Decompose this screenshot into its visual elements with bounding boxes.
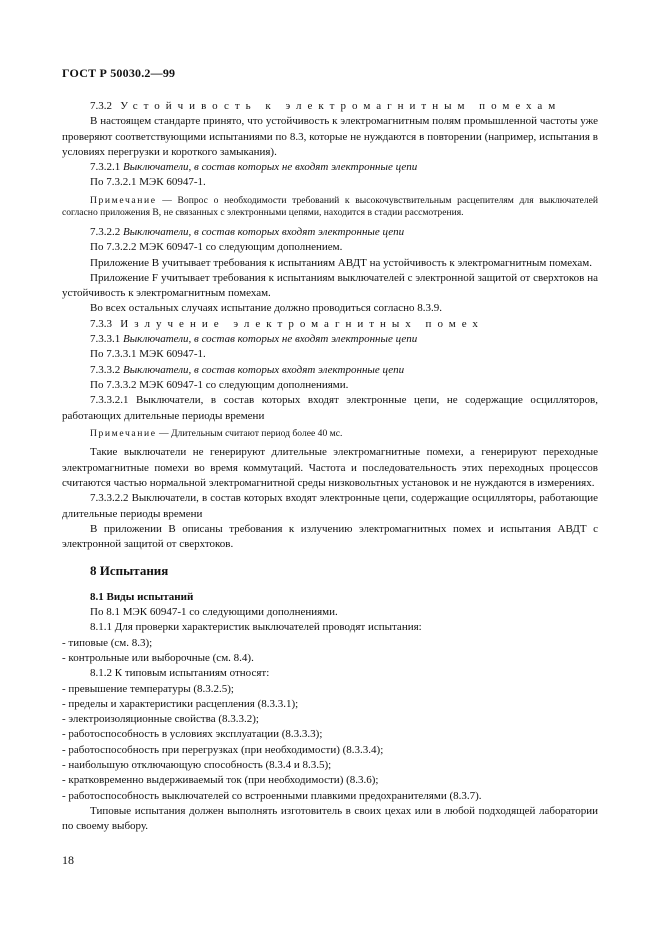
paragraph: По 7.3.2.1 МЭК 60947-1.	[90, 176, 206, 189]
note-label: Примечание	[90, 427, 157, 439]
list-item: - работоспособность в условиях эксплуатации (8.3.3.3);	[62, 728, 323, 741]
list-item: - наибольшую отключающую способность (8.3.4 и 8.3.5);	[62, 759, 332, 772]
paragraph: 7.3.3.2.2 Выключатели, в состав которых входят электронные цепи, содержащие осцилляторы, работающие длительные периоды времени	[62, 492, 598, 520]
heading-7-3-3-1	[62, 332, 598, 347]
list-item: - контрольные или выборочные (см. 8.4).	[62, 651, 254, 664]
heading-7-3-3-2	[62, 363, 598, 378]
note-text: — Вопрос о необходимости требований к высокочувствительным расцепителям для выключателей согласно приложения В, не связанных с электронными цепями, находится в стадии рассмотрения.	[62, 194, 598, 219]
note-text: — Длительным считают период более 40 мс.	[156, 427, 343, 439]
list-item: - пределы и характеристики расцепления (8.3.3.1);	[62, 697, 299, 710]
paragraph: 8.1.1 Для проверки характеристик выключателей проводят испытания:	[90, 621, 422, 634]
paragraph: Во всех остальных случаях испытание должно проводиться согласно 8.3.9.	[90, 302, 443, 315]
section-title: Выключатели, в состав которых входят электронные цепи	[123, 363, 405, 376]
section-title: Выключатели, в состав которых не входят электронные цепи	[123, 333, 418, 346]
paragraph: В приложении В описаны требования к излучению электромагнитных помех и испытания АВДТ с электронной защитой от сверхтоков.	[62, 522, 598, 551]
page-number: 18	[62, 853, 74, 867]
paragraph: По 8.1 МЭК 60947-1 со следующими дополнениями.	[90, 606, 338, 619]
section-title: Излучение электромагнитных помех	[120, 317, 484, 330]
section-8-1-title: 8.1 Виды испытаний	[90, 590, 194, 603]
list-item: - типовые (см. 8.3);	[62, 636, 153, 649]
paragraph: 8.1.2 К типовым испытаниям относят:	[90, 667, 270, 680]
list-item: - электроизоляционные свойства (8.3.3.2);	[62, 713, 259, 726]
section-title: Устойчивость к электромагнитным помехам	[120, 100, 562, 112]
paragraph: Типовые испытания должен выполнять изготовитель в своих цехах или в любой подходящей лаборатории по своему выбору.	[62, 804, 598, 833]
note-1	[62, 195, 598, 220]
heading-7-3-2	[62, 99, 598, 114]
heading-7-3-2-1	[62, 160, 598, 175]
section-8-title: 8 Испытания	[90, 562, 169, 578]
heading-7-3-2-2	[62, 225, 598, 240]
list-item: - превышение температуры (8.3.2.5);	[62, 682, 234, 695]
section-number: 7.3.3	[90, 317, 112, 330]
test-types-list	[62, 636, 598, 667]
paragraph: В настоящем стандарте принято, что устойчивость к электромагнитным полям промышленной частоты уже проверяют соответствующими испытаниями по 8.3, которые не нуждаются в повторении (например, испытания в условиях перегрузки и короткого замыкания).	[62, 115, 598, 158]
paragraph: Такие выключатели не генерируют длительные электромагнитные помехи, а генерируют переходные электромагнитные помехи во время коммутаций. Частота и последовательность этих переходных процессов считаются частью нормальной электромагнитной среды низковольтных установок и не нуждаются в измерениях.	[62, 446, 598, 490]
section-number: 7.3.2.2	[90, 225, 121, 238]
heading-7-3-3	[62, 317, 598, 332]
section-number: 7.3.3.1	[90, 333, 121, 346]
paragraph: 7.3.3.2.1 Выключатели, в состав которых входят электронные цепи, не содержащие осцилляторов, работающих длительные периоды времени	[62, 394, 598, 422]
paragraph: По 7.3.3.1 МЭК 60947-1.	[90, 348, 206, 361]
document-header: ГОСТ Р 50030.2—99	[62, 66, 176, 80]
type-tests-list	[62, 682, 598, 804]
paragraph: Приложение В учитывает требования к испытаниям АВДТ на устойчивость к электромагнитным помехам.	[90, 256, 592, 269]
section-number: 7.3.3.2	[90, 363, 121, 376]
list-item: - работоспособность при перегрузках (при необходимости) (8.3.3.4);	[62, 743, 384, 756]
section-number: 7.3.2.1	[90, 161, 121, 174]
section-title: Выключатели, в состав которых входят электронные цепи	[123, 225, 405, 238]
note-label: Примечание	[90, 194, 157, 206]
list-item: - кратковременно выдерживаемый ток (при необходимости) (8.3.6);	[62, 774, 379, 787]
section-title: Выключатели, в состав которых не входят электронные цепи	[123, 161, 418, 174]
list-item: - работоспособность выключателей со встроенными плавкими предохранителями (8.3.7).	[62, 789, 482, 802]
paragraph: По 7.3.2.2 МЭК 60947-1 со следующим дополнением.	[90, 241, 343, 254]
note-2	[62, 428, 598, 441]
paragraph: По 7.3.3.2 МЭК 60947-1 со следующим дополнениями.	[90, 378, 349, 391]
document-body	[62, 99, 598, 835]
paragraph: Приложение F учитывает требования к испытаниям выключателей с электронной защитой от сверхтоков на устойчивость к электромагнитным помехам.	[62, 271, 598, 300]
section-number: 7.3.2	[90, 100, 112, 112]
